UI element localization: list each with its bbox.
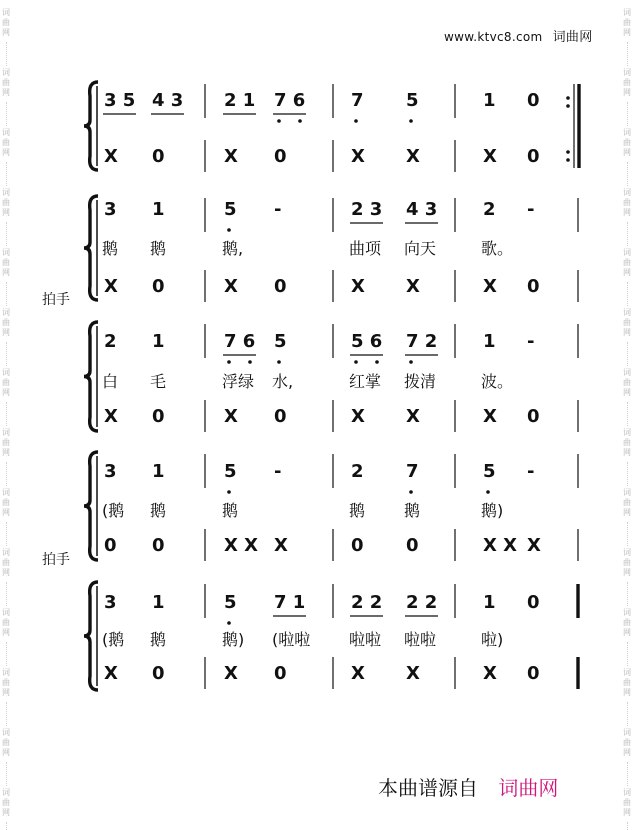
melody-note: 5 [224,592,237,613]
rhythm-note: X [274,535,288,556]
lyric-syllable: 鹅, [222,239,244,258]
rhythm-note: 0 [406,535,419,556]
rhythm-note: X [483,276,497,297]
rhythm-note: X [104,663,118,684]
rhythm-note: 0 [274,663,287,684]
rhythm-note: X [351,406,365,427]
melody-note: 7 2 [406,331,438,352]
melody-note: 3 [104,461,117,482]
watermark-text: 词 曲 网 [2,68,10,97]
melody-note: - [274,199,282,220]
low-octave-dot [277,119,281,123]
watermark-text: 词 曲 网 [623,8,631,37]
melody-note: 3 5 [104,90,136,111]
melody-note: 1 [483,90,496,111]
rhythm-note: 0 [527,276,540,297]
clap-label: 拍手 [42,292,70,308]
rhythm-note: X [351,146,365,167]
lyric-syllable: (鹅 [102,501,125,520]
rhythm-note: X [104,406,118,427]
melody-note: 0 [527,90,540,111]
repeat-dot [566,150,570,154]
melody-note: 1 [152,331,165,352]
melody-note: 5 [224,199,237,220]
rhythm-note: 0 [152,276,165,297]
rhythm-note: 0 [152,663,165,684]
system-brace [84,452,98,560]
watermark-text: 词 曲 网 [623,788,631,817]
site-url[interactable]: www.ktvc8.com [444,30,543,44]
site-brand[interactable]: 词曲网 [552,30,593,45]
lyric-syllable: 歌。 [481,239,514,258]
lyric-syllable: 鹅 [102,239,119,258]
lyric-syllable: 鹅 [222,501,239,520]
rhythm-note: X [351,276,365,297]
low-octave-dot [277,360,281,364]
melody-note: 1 [152,592,165,613]
rhythm-note: 0 [152,146,165,167]
melody-note: - [527,331,535,352]
watermark-text: 词 曲 网 [623,608,631,637]
lyric-syllable: 啦) [481,630,504,649]
footer-text: 本曲谱源自 [378,776,478,800]
watermark-text: 词 曲 网 [2,668,10,697]
lyric-syllable: 鹅 [349,501,366,520]
lyric-syllable: 拨清 [404,372,437,391]
watermark-text: 词 曲 网 [2,308,10,337]
melody-note: 1 [483,331,496,352]
repeat-dot [566,96,570,100]
system-brace [84,196,98,300]
melody-note: 5 [274,331,287,352]
watermark-text: 词 曲 网 [2,488,10,517]
lyric-syllable: (鹅 [102,630,125,649]
lyric-syllable: 波。 [481,372,514,391]
footer-brand[interactable]: 词曲网 [498,776,559,800]
system-brace [84,82,98,170]
watermark-text: 词 曲 网 [623,188,631,217]
melody-note: 1 [152,461,165,482]
low-octave-dot [298,119,302,123]
rhythm-note: 0 [527,146,540,167]
melody-note: 7 6 [224,331,256,352]
rhythm-note: X [527,535,541,556]
watermark-text: 词 曲 网 [2,788,10,817]
melody-note: 5 [406,90,419,111]
lyric-syllable: 鹅 [150,239,167,258]
rhythm-note: X [351,663,365,684]
melody-note: 2 2 [406,592,438,613]
rhythm-note: X [224,276,238,297]
melody-note: 2 [351,461,364,482]
melody-note: 7 [406,461,419,482]
watermark-text: 词 曲 网 [2,428,10,457]
rhythm-note: 0 [351,535,364,556]
low-octave-dot [227,621,231,625]
melody-note: 7 1 [274,592,306,613]
low-octave-dot [409,490,413,494]
lyric-syllable: 曲项 [349,239,382,258]
low-octave-dot [486,490,490,494]
watermark-text: 词 曲 网 [623,548,631,577]
rhythm-note: X [483,146,497,167]
melody-note: 7 6 [274,90,306,111]
lyric-syllable: 鹅 [150,501,167,520]
melody-note: 5 6 [351,331,383,352]
watermark-text: 词 曲 网 [623,728,631,757]
system-brace [84,582,98,690]
melody-note: 2 [104,331,117,352]
lyric-syllable: 鹅) [481,501,504,520]
repeat-dot [566,158,570,162]
rhythm-note: 0 [274,276,287,297]
lyric-syllable: 鹅 [404,501,421,520]
source-footer [378,772,558,801]
melody-note: 2 1 [224,90,256,111]
watermark-text: 词 曲 网 [2,128,10,157]
low-octave-dot [375,360,379,364]
low-octave-dot [409,119,413,123]
lyric-syllable: 啦啦 [349,630,382,649]
low-octave-dot [227,360,231,364]
low-octave-dot [248,360,252,364]
rhythm-note: X [406,146,420,167]
melody-note: 3 [104,592,117,613]
lyric-syllable: 鹅) [222,630,245,649]
melody-note: 5 [483,461,496,482]
low-octave-dot [354,360,358,364]
low-octave-dot [227,490,231,494]
watermark-text: 词 曲 网 [623,68,631,97]
watermark-text: 词 曲 网 [623,668,631,697]
low-octave-dot [409,360,413,364]
watermark-text: 词 曲 网 [623,368,631,397]
lyric-syllable: 红掌 [349,372,382,391]
melody-note: 0 [527,592,540,613]
system-brace [84,322,98,431]
repeat-dot [566,104,570,108]
melody-note: 1 [483,592,496,613]
lyric-syllable: 鹅 [150,630,167,649]
rhythm-note: 0 [152,535,165,556]
rhythm-note: X X [224,535,259,556]
lyric-syllable: 毛 [150,372,167,391]
melody-note: 4 3 [152,90,184,111]
rhythm-note: 0 [527,406,540,427]
rhythm-note: 0 [104,535,117,556]
rhythm-note: X [406,406,420,427]
watermark-text: 词 曲 网 [623,128,631,157]
melody-note: 4 3 [406,199,438,220]
rhythm-note: X [224,406,238,427]
melody-note: 2 [483,199,496,220]
rhythm-note: X [483,406,497,427]
watermark-text: 词 曲 网 [2,368,10,397]
rhythm-note: 0 [274,406,287,427]
watermark-text: 词 曲 网 [2,728,10,757]
melody-note: - [527,199,535,220]
lyric-syllable: 浮绿 [222,372,255,391]
rhythm-note: X [483,663,497,684]
watermark-text: 词 曲 网 [2,608,10,637]
watermark-text: 词 曲 网 [623,308,631,337]
watermark-text: 词 曲 网 [2,248,10,277]
rhythm-note: 0 [152,406,165,427]
melody-note: 5 [224,461,237,482]
watermark-text: 词 曲 网 [2,8,10,37]
melody-note: - [274,461,282,482]
melody-note: 3 [104,199,117,220]
lyric-syllable: (啦啦 [272,630,311,649]
melody-note: 1 [152,199,165,220]
rhythm-note: X X [483,535,518,556]
watermark-text: 词 曲 网 [2,188,10,217]
watermark-text: 词 曲 网 [623,488,631,517]
lyric-syllable: 白 [102,372,119,391]
lyric-syllable: 啦啦 [404,630,437,649]
rhythm-note: 0 [274,146,287,167]
low-octave-dot [354,119,358,123]
watermark-text: 词 曲 网 [623,248,631,277]
rhythm-note: X [104,276,118,297]
melody-note: 2 3 [351,199,383,220]
lyric-syllable: 向天 [404,239,437,258]
rhythm-note: X [224,663,238,684]
watermark-text: 词 曲 网 [623,428,631,457]
watermark-text: 词 曲 网 [2,548,10,577]
lyric-syllable: 水, [272,372,294,391]
low-octave-dot [227,228,231,232]
melody-note: 7 [351,90,364,111]
rhythm-note: X [104,146,118,167]
melody-note: 2 2 [351,592,383,613]
melody-note: - [527,461,535,482]
rhythm-note: X [406,276,420,297]
rhythm-note: 0 [527,663,540,684]
rhythm-note: X [224,146,238,167]
clap-label: 拍手 [42,552,70,568]
rhythm-note: X [406,663,420,684]
